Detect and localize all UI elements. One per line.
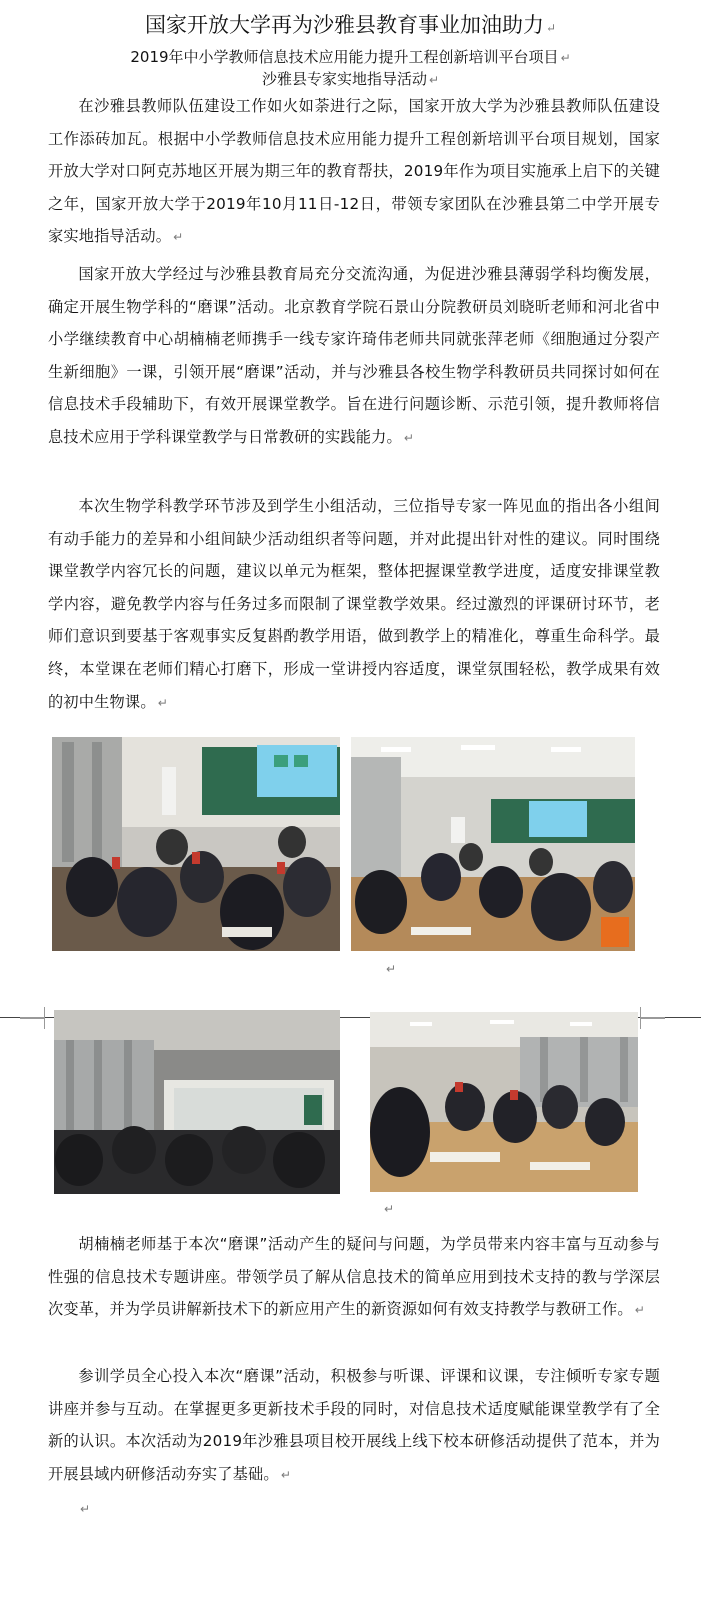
paragraph-mark: ↵ bbox=[560, 51, 571, 65]
paragraph-mark: ↵ bbox=[80, 1502, 91, 1516]
paragraph-mark: ↵ bbox=[173, 230, 184, 245]
paragraph-mark: ↵ bbox=[428, 73, 440, 87]
lecture-hall-photo bbox=[54, 1010, 340, 1194]
paragraph-mark: ↵ bbox=[386, 962, 397, 976]
document-title: 国家开放大学再为沙雅县教育事业加油助力 ↵ bbox=[144, 13, 557, 37]
margin-corner-mark bbox=[640, 1018, 665, 1029]
classroom-photo-1 bbox=[52, 737, 340, 951]
group-work-photo bbox=[370, 1012, 638, 1192]
body-paragraph-2: 国家开放大学经过与沙雅县教育局充分交流沟通，为促进沙雅县薄弱学科均衡发展，确定开展生物学科的“磨课”活动。北京教育学院石景山分院教研员刘晓昕老师和河北省中小学继续教育中心胡楠楠老师携手一线专家许琦伟老师共同就张萍老师《细胞通过分裂产生新细胞》一课，引领开展“磨课”活动，并与沙雅县各校生物学科教研员共同探讨如何在信息技术手段辅助下，有效开展课堂教学。旨在进行问题诊断、示范引领，提升教师将信息技术应用于学科课堂教学与日常教研的实践能力。 ↵ bbox=[48, 265, 660, 446]
classroom-photo-2 bbox=[351, 737, 635, 951]
margin-corner-mark bbox=[20, 1007, 45, 1018]
paragraph-mark: ↵ bbox=[384, 1202, 395, 1216]
margin-corner-mark bbox=[640, 1007, 665, 1018]
body-paragraph-3: 本次生物学科教学环节涉及到学生小组活动，三位指导专家一阵见血的指出各小组间有动手能力的差异和小组间缺少活动组织者等问题，并对此提出针对性的建议。同时围绕课堂教学内容冗长的问题，建议以单元为框架，整体把握课堂教学进度，适度安排课堂教学内容，避免教学内容与任务过多而限制了课堂教学效果。经过激烈的评课研讨环节，老师们意识到要基于客观事实反复斟酌教学用语，做到教学上的精准化，尊重生命科学。最终，本堂课在老师们精心打磨下，形成一堂讲授内容适度，课堂氛围轻松，教学成果有效的初中生物课。 ↵ bbox=[48, 497, 660, 711]
body-paragraph-1: 在沙雅县教师队伍建设工作如火如荼进行之际，国家开放大学为沙雅县教师队伍建设工作添砖加瓦。根据中小学教师信息技术应用能力提升工程创新培训平台项目规划，国家开放大学对口阿克苏地区开展为期三年的教育帮扶，2019年作为项目实施承上启下的关键之年，国家开放大学于2019年10月11日-12日，带领专家团队在沙雅县第二中学开展专家实地指导活动。 ↵ bbox=[48, 97, 660, 246]
margin-corner-mark bbox=[20, 1018, 45, 1029]
paragraph-mark: ↵ bbox=[280, 1467, 292, 1482]
paragraph-mark: ↵ bbox=[545, 21, 557, 35]
document-subtitle-line2: 沙雅县专家实地指导活动 ↵ bbox=[261, 70, 440, 88]
paragraph-mark: ↵ bbox=[403, 430, 415, 445]
paragraph-mark: ↵ bbox=[634, 1303, 645, 1318]
document-subtitle-line1: 2019年中小学教师信息技术应用能力提升工程创新培训平台项目 ↵ bbox=[130, 48, 571, 66]
paragraph-mark: ↵ bbox=[157, 695, 168, 710]
body-paragraph-4: 胡楠楠老师基于本次“磨课”活动产生的疑问与问题，为学员带来内容丰富与互动参与性强的信息技术专题讲座。带领学员了解从信息技术的简单应用到技术支持的教与学深层次变革，并为学员讲解新技术下的新应用产生的新资源如何有效支持教学与教研工作。 ↵ bbox=[48, 1235, 660, 1319]
body-paragraph-5: 参训学员全心投入本次“磨课”活动，积极参与听课、评课和议课，专注倾听专家专题讲座并参与互动。在掌握更多更新技术手段的同时，对信息技术适度赋能课堂教学有了全新的认识。本次活动为2019年沙雅县项目校开展线上线下校本研修活动提供了范本，并为开展县域内研修活动夯实了基础。 ↵ bbox=[48, 1367, 660, 1483]
